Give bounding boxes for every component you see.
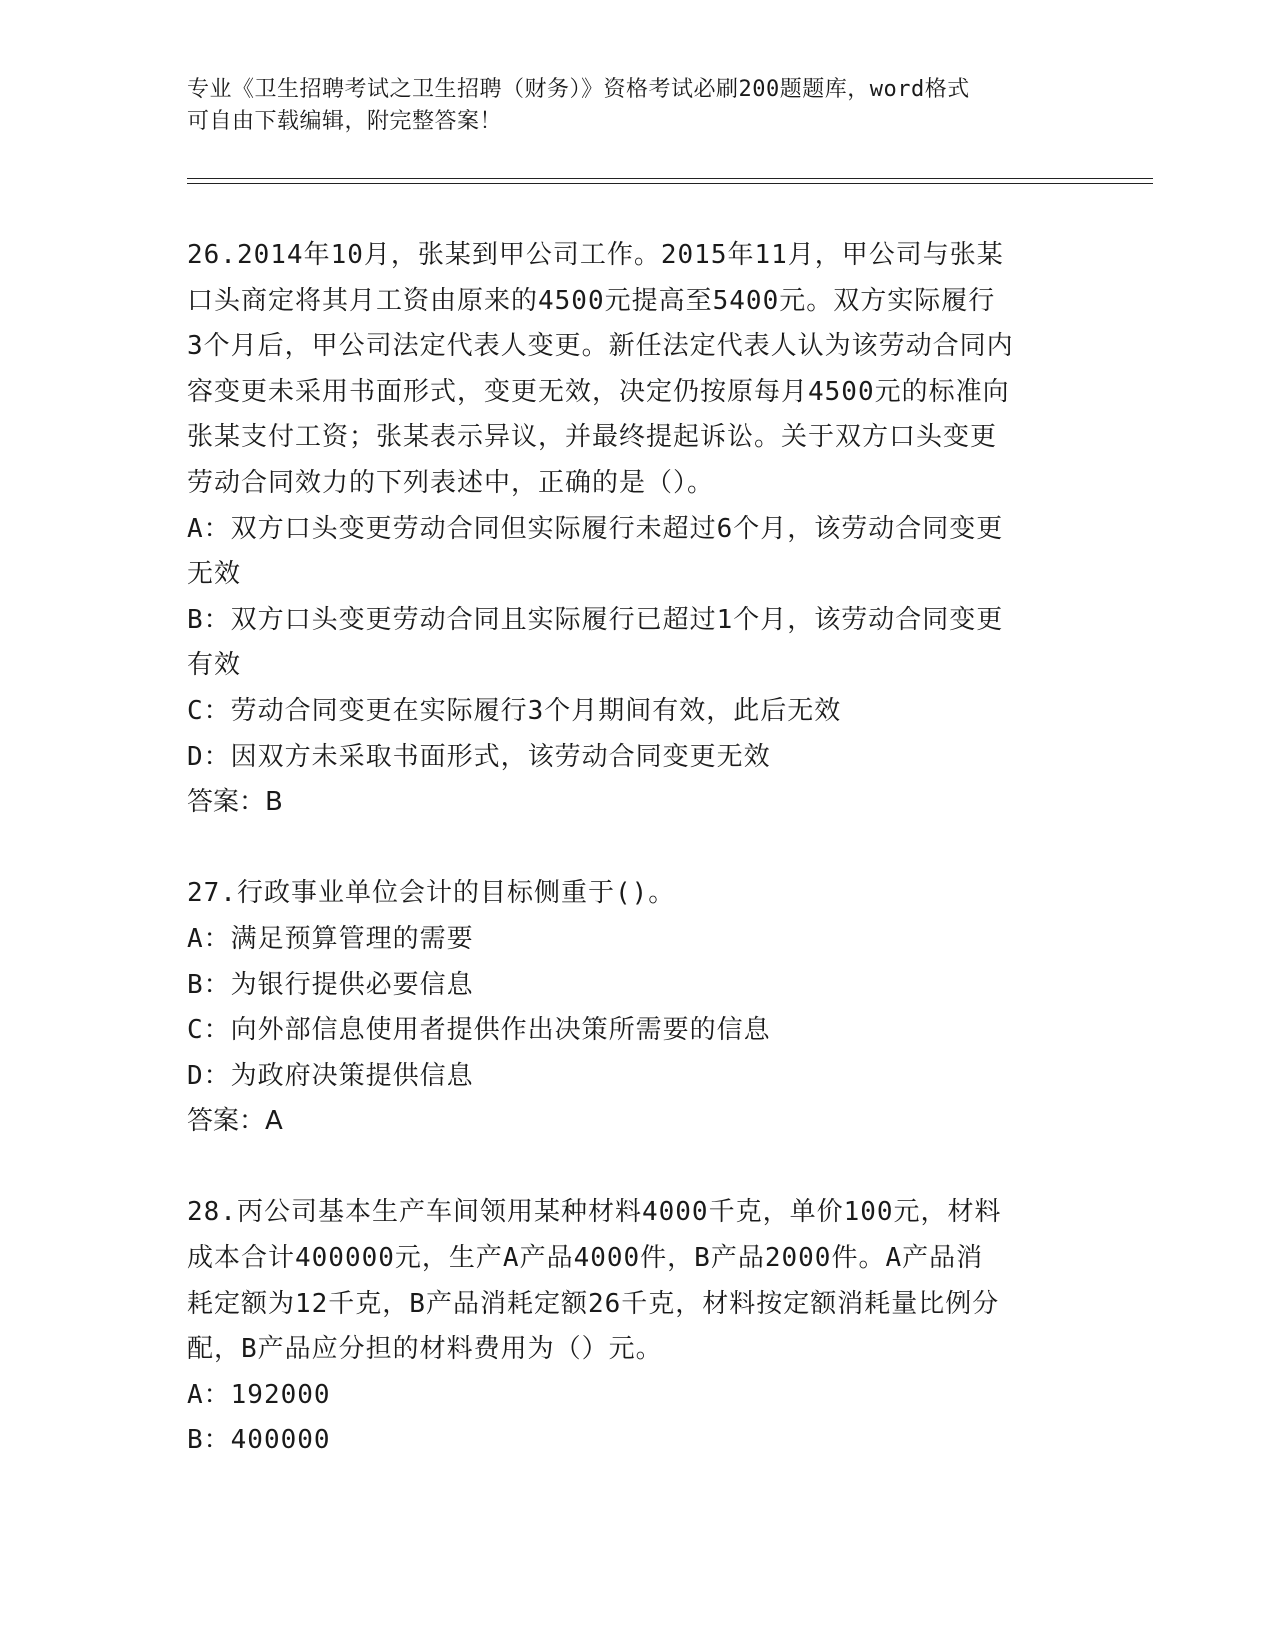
option-a-continued: 无效 [187,559,242,590]
question-28 [187,1190,1087,1464]
question-27 [187,871,1087,1145]
header-title-line-1: 专业《卫生招聘考试之卫生招聘（财务）》资格考试必刷200题题库，word格式 [187,77,970,102]
document-header [187,74,1087,138]
question-stem-line: 26.2014年10月，张某到甲公司工作。2015年11月，甲公司与张某 [187,240,1004,270]
option-b-continued: 有效 [187,650,242,681]
header-title-line-2: 可自由下载编辑，附完整答案！ [187,109,503,134]
question-stem-line: 口头商定将其月工资由原来的4500元提高至5400元。双方实际履行 [187,285,996,316]
option-b: B：400000 [187,1425,331,1456]
question-stem-line: 28.丙公司基本生产车间领用某种材料4000千克，单价100元，材料 [187,1197,1002,1228]
question-stem-line: 劳动合同效力的下列表述中，正确的是（）。 [187,467,715,498]
option-d: D：为政府决策提供信息 [187,1060,474,1091]
question-26 [187,233,1087,826]
question-stem-line: 27.行政事业单位会计的目标侧重于()。 [187,878,676,909]
question-stem-line: 耗定额为12千克，B产品消耗定额26千克，材料按定额消耗量比例分 [187,1288,1000,1319]
question-spacer [187,1145,1087,1191]
option-d: D：因双方未采取书面形式，该劳动合同变更无效 [187,741,771,772]
question-stem-line: 配，B产品应分担的材料费用为（）元。 [187,1334,663,1365]
option-c: C：向外部信息使用者提供作出决策所需要的信息 [187,1015,771,1046]
option-a: A：满足预算管理的需要 [187,923,474,954]
option-b: B：双方口头变更劳动合同且实际履行已超过1个月，该劳动合同变更 [187,604,1004,635]
option-a: A：192000 [187,1379,331,1410]
question-spacer [187,826,1087,872]
question-list [187,233,1087,1464]
option-a: A：双方口头变更劳动合同但实际履行未超过6个月，该劳动合同变更 [187,513,1004,544]
header-divider-top [187,178,1153,179]
question-stem-line: 张某支付工资；张某表示异议，并最终提起诉讼。关于双方口头变更 [187,422,998,453]
question-stem-line: 3个月后，甲公司法定代表人变更。新任法定代表人认为该劳动合同内 [187,331,1014,362]
answer-label: 答案：A [187,1106,283,1137]
question-stem-line: 容变更未采用书面形式，变更无效，决定仍按原每月4500元的标准向 [187,376,1010,407]
question-stem-line: 成本合计400000元，生产A产品4000件，B产品2000件。A产品消 [187,1243,984,1274]
answer-label: 答案：B [187,787,283,818]
option-b: B：为银行提供必要信息 [187,969,474,1000]
header-divider-bottom [187,183,1153,184]
option-c: C：劳动合同变更在实际履行3个月期间有效，此后无效 [187,695,842,726]
